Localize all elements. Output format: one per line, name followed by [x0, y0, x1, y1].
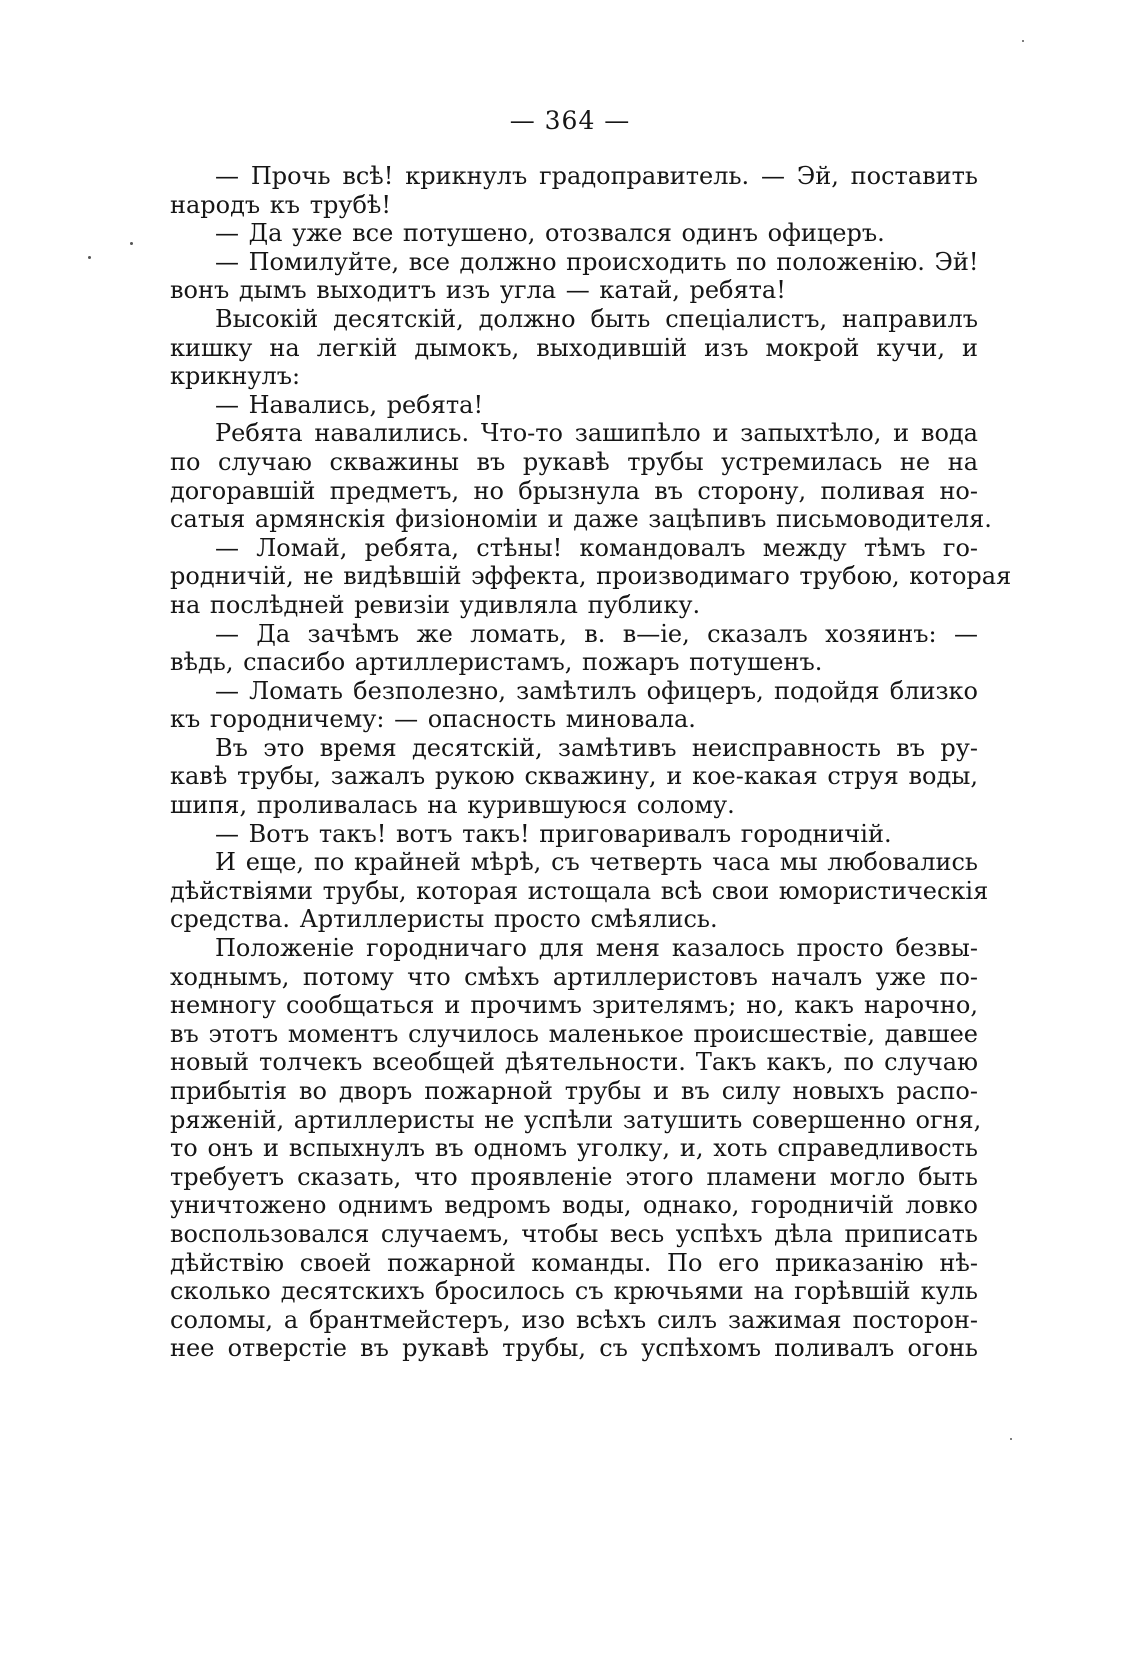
- body-text: [170, 162, 1012, 1363]
- scan-speck: [88, 256, 91, 259]
- text-line: сколько десятскихъ бросилось съ крючьями на горѣвшій куль: [170, 1277, 978, 1306]
- text-line: то онъ и вспыхнулъ въ одномъ уголку, и, хоть справедливость: [170, 1134, 978, 1163]
- text-line: — Ломать безполезно, замѣтилъ офицеръ, подойдя близко: [215, 676, 978, 705]
- text-line: новый толчекъ всеобщей дѣятельности. Такъ какъ, по случаю: [170, 1048, 978, 1077]
- text-line: кавѣ трубы, зажалъ рукою скважину, и кое-какая струя воды,: [170, 762, 978, 791]
- text-line: — Помилуйте, все должно происходить по положенію. Эй!: [215, 247, 979, 276]
- text-line: къ городничему: — опасность миновала.: [170, 705, 696, 734]
- text-line: догоравшій предметъ, но брызнула въ сторону, поливая но-: [170, 476, 978, 505]
- text-line: Высокій десятскій, должно быть спеціалистъ, направилъ: [215, 304, 978, 333]
- text-line: — Навались, ребята!: [215, 390, 484, 419]
- text-line: по случаю скважины въ рукавѣ трубы устремилась не на: [170, 447, 978, 476]
- text-line: — Да уже все потушено, отозвался одинъ офицеръ.: [215, 219, 885, 248]
- text-line: дѣйствію своей пожарной команды. По его приказанію нѣ-: [170, 1248, 978, 1277]
- text-line: воспользовался случаемъ, чтобы весь успѣхъ дѣла приписать: [170, 1219, 978, 1248]
- text-line: вонъ дымъ выходитъ изъ угла — катай, ребята!: [170, 276, 786, 305]
- text-line: народъ къ трубѣ!: [170, 190, 392, 219]
- text-line: сатыя армянскія физіономіи и даже зацѣпивъ письмоводителя.: [170, 505, 992, 534]
- scan-speck: [130, 242, 133, 245]
- text-line: ряженій, артиллеристы не успѣли затушить совершенно огня,: [170, 1105, 982, 1134]
- text-line: Положеніе городничаго для меня казалось просто безвы-: [215, 934, 978, 963]
- scan-speck: [1022, 40, 1024, 42]
- text-line: вѣдь, спасибо артиллеристамъ, пожаръ потушенъ.: [170, 648, 823, 677]
- text-line: родничій, не видѣвшій эффекта, производимаго трубою, которая: [170, 562, 1012, 591]
- text-line: — Да зачѣмъ же ломать, в. в—іе, сказалъ хозяинъ: —: [215, 619, 978, 648]
- text-line: средства. Артиллеристы просто смѣялись.: [170, 905, 718, 934]
- text-line: — Прочь всѣ! крикнулъ градоправитель. — Эй, поставить: [215, 162, 978, 190]
- text-line: — Ломай, ребята, стѣны! командовалъ между тѣмъ го-: [215, 533, 978, 562]
- text-line: дѣйствіями трубы, которая истощала всѣ свои юмористическія: [170, 876, 989, 905]
- text-line: немногу сообщаться и прочимъ зрителямъ; но, какъ нарочно,: [170, 991, 978, 1020]
- text-line: шипя, проливалась на курившуюся солому.: [170, 791, 735, 820]
- text-line: прибытія во дворъ пожарной трубы и въ силу новыхъ распо-: [170, 1077, 978, 1105]
- scan-speck: [1010, 1438, 1012, 1440]
- text-line: на послѣдней ревизіи удивляла публику.: [170, 590, 701, 619]
- text-line: нее отверстіе въ рукавѣ трубы, съ успѣхомъ поливалъ огонь: [170, 1334, 978, 1363]
- text-line: въ этотъ моментъ случилось маленькое происшествіе, давшее: [170, 1019, 978, 1048]
- text-line: соломы, а брантмейстеръ, изо всѣхъ силъ зажимая посторон-: [170, 1305, 978, 1334]
- text-line: уничтожено однимъ ведромъ воды, однако, городничій ловко: [170, 1191, 978, 1220]
- text-line: требуетъ сказать, что проявленіе этого пламени могло быть: [170, 1162, 978, 1191]
- text-line: — Вотъ такъ! вотъ такъ! приговаривалъ городничій.: [215, 819, 892, 848]
- text-line: ходнымъ, потому что смѣхъ артиллеристовъ началъ уже по-: [170, 962, 978, 991]
- text-line: Ребята навалились. Что-то зашипѣло и запыхтѣло, и вода: [215, 419, 978, 448]
- text-line: кишку на легкій дымокъ, выходившій изъ мокрой кучи, и: [170, 333, 978, 362]
- text-line: крикнулъ:: [170, 362, 301, 391]
- page-number: — 364 —: [509, 106, 631, 135]
- text-line: И еще, по крайней мѣрѣ, съ четверть часа мы любовались: [215, 848, 978, 877]
- text-line: Въ это время десятскій, замѣтивъ неисправность въ ру-: [215, 733, 978, 762]
